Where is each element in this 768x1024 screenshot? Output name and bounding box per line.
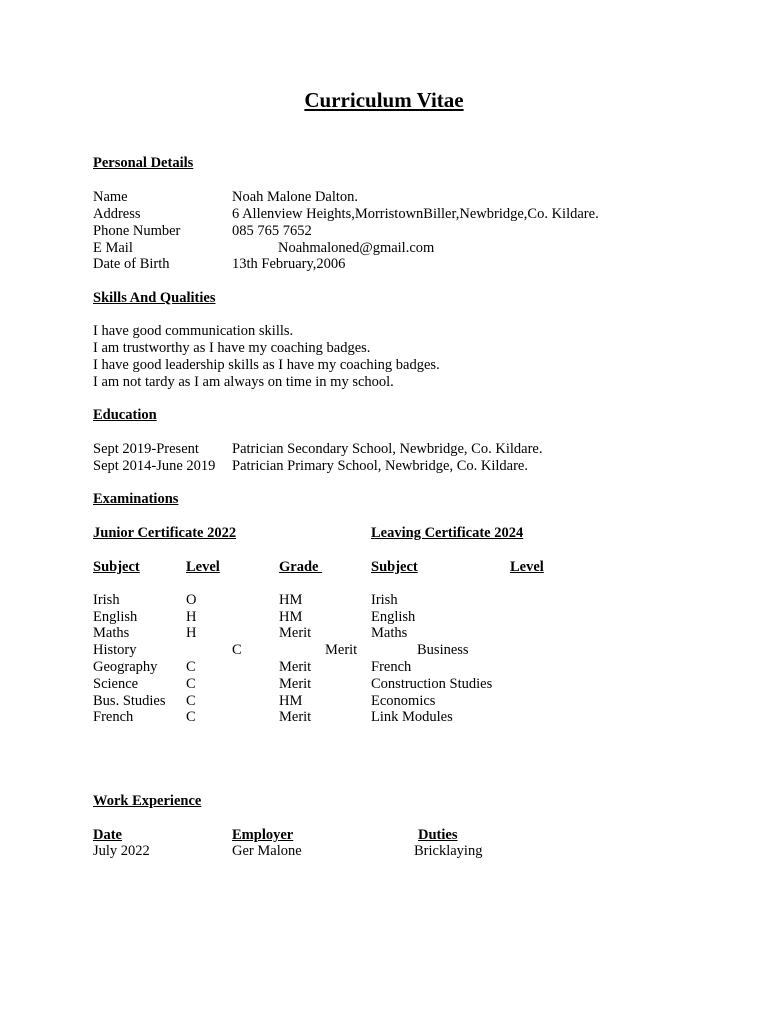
junior-subject: Bus. Studies	[93, 693, 166, 709]
junior-grade: HM	[279, 609, 303, 625]
skill-line: I am not tardy as I am always on time in my school.	[93, 374, 394, 390]
junior-level: C	[186, 693, 196, 709]
junior-subject: English	[93, 609, 138, 625]
leaving-subject: Maths	[371, 625, 408, 641]
work-experience-heading: Work Experience	[93, 793, 202, 809]
junior-level: C	[232, 642, 242, 658]
junior-level: O	[186, 592, 197, 608]
junior-subject: Irish	[93, 592, 120, 608]
personal-value: 13th February,2006	[232, 256, 346, 272]
skill-line: I have good leadership skills as I have my coaching badges.	[93, 357, 440, 373]
education-heading: Education	[93, 407, 157, 423]
personal-label: Address	[93, 206, 141, 222]
junior-col-level: Level	[186, 559, 220, 575]
personal-value: 6 Allenview Heights,MorristownBiller,Newbridge,Co. Kildare.	[232, 206, 599, 222]
education-date: Sept 2019-Present	[93, 441, 199, 457]
work-duties: Bricklaying	[414, 843, 483, 859]
leaving-subject: English	[371, 609, 416, 625]
junior-grade: HM	[279, 592, 303, 608]
work-col-duties: Duties	[418, 827, 458, 843]
leaving-cert-heading: Leaving Certificate 2024	[371, 525, 524, 541]
junior-grade: Merit	[279, 625, 312, 641]
junior-subject: Maths	[93, 625, 130, 641]
education-school: Patrician Primary School, Newbridge, Co. Kildare.	[232, 458, 528, 474]
junior-level: H	[186, 625, 197, 641]
education-date: Sept 2014-June 2019	[93, 458, 216, 474]
junior-grade: Merit	[279, 659, 312, 675]
junior-subject: Science	[93, 676, 139, 692]
education-school: Patrician Secondary School, Newbridge, Co. Kildare.	[232, 441, 543, 457]
leaving-subject: French	[371, 659, 412, 675]
junior-subject: Geography	[93, 659, 158, 675]
leaving-subject: Construction Studies	[371, 676, 493, 692]
personal-details-heading: Personal Details	[93, 155, 194, 171]
junior-level: H	[186, 609, 197, 625]
junior-col-subject: Subject	[93, 559, 140, 575]
personal-label: Date of Birth	[93, 256, 170, 272]
junior-grade: Merit	[325, 642, 358, 658]
personal-label: Name	[93, 189, 128, 205]
junior-level: C	[186, 676, 196, 692]
leaving-subject: Economics	[371, 693, 436, 709]
examinations-heading: Examinations	[93, 491, 179, 507]
personal-value: Noahmaloned@gmail.com	[278, 240, 435, 256]
skill-line: I have good communication skills.	[93, 323, 294, 339]
junior-grade: Merit	[279, 676, 312, 692]
junior-level: C	[186, 709, 196, 725]
junior-subject: History	[93, 642, 137, 658]
skill-line: I am trustworthy as I have my coaching badges.	[93, 340, 371, 356]
personal-value: 085 765 7652	[232, 223, 312, 239]
work-col-employer: Employer	[232, 827, 294, 843]
junior-grade: HM	[279, 693, 303, 709]
junior-level: C	[186, 659, 196, 675]
junior-col-grade: Grade	[279, 559, 323, 575]
leaving-subject: Link Modules	[371, 709, 453, 725]
junior-cert-heading: Junior Certificate 2022	[93, 525, 237, 541]
personal-label: Phone Number	[93, 223, 181, 239]
leaving-subject: Business	[417, 642, 469, 658]
work-employer: Ger Malone	[232, 843, 302, 859]
leaving-col-level: Level	[510, 559, 544, 575]
work-date: July 2022	[93, 843, 150, 859]
personal-label: E Mail	[93, 240, 133, 256]
leaving-col-subject: Subject	[371, 559, 418, 575]
page-title: Curriculum Vitae	[304, 88, 464, 112]
skills-heading: Skills And Qualities	[93, 290, 216, 306]
junior-grade: Merit	[279, 709, 312, 725]
work-col-date: Date	[93, 827, 122, 843]
junior-subject: French	[93, 709, 134, 725]
personal-value: Noah Malone Dalton.	[232, 189, 359, 205]
leaving-subject: Irish	[371, 592, 398, 608]
